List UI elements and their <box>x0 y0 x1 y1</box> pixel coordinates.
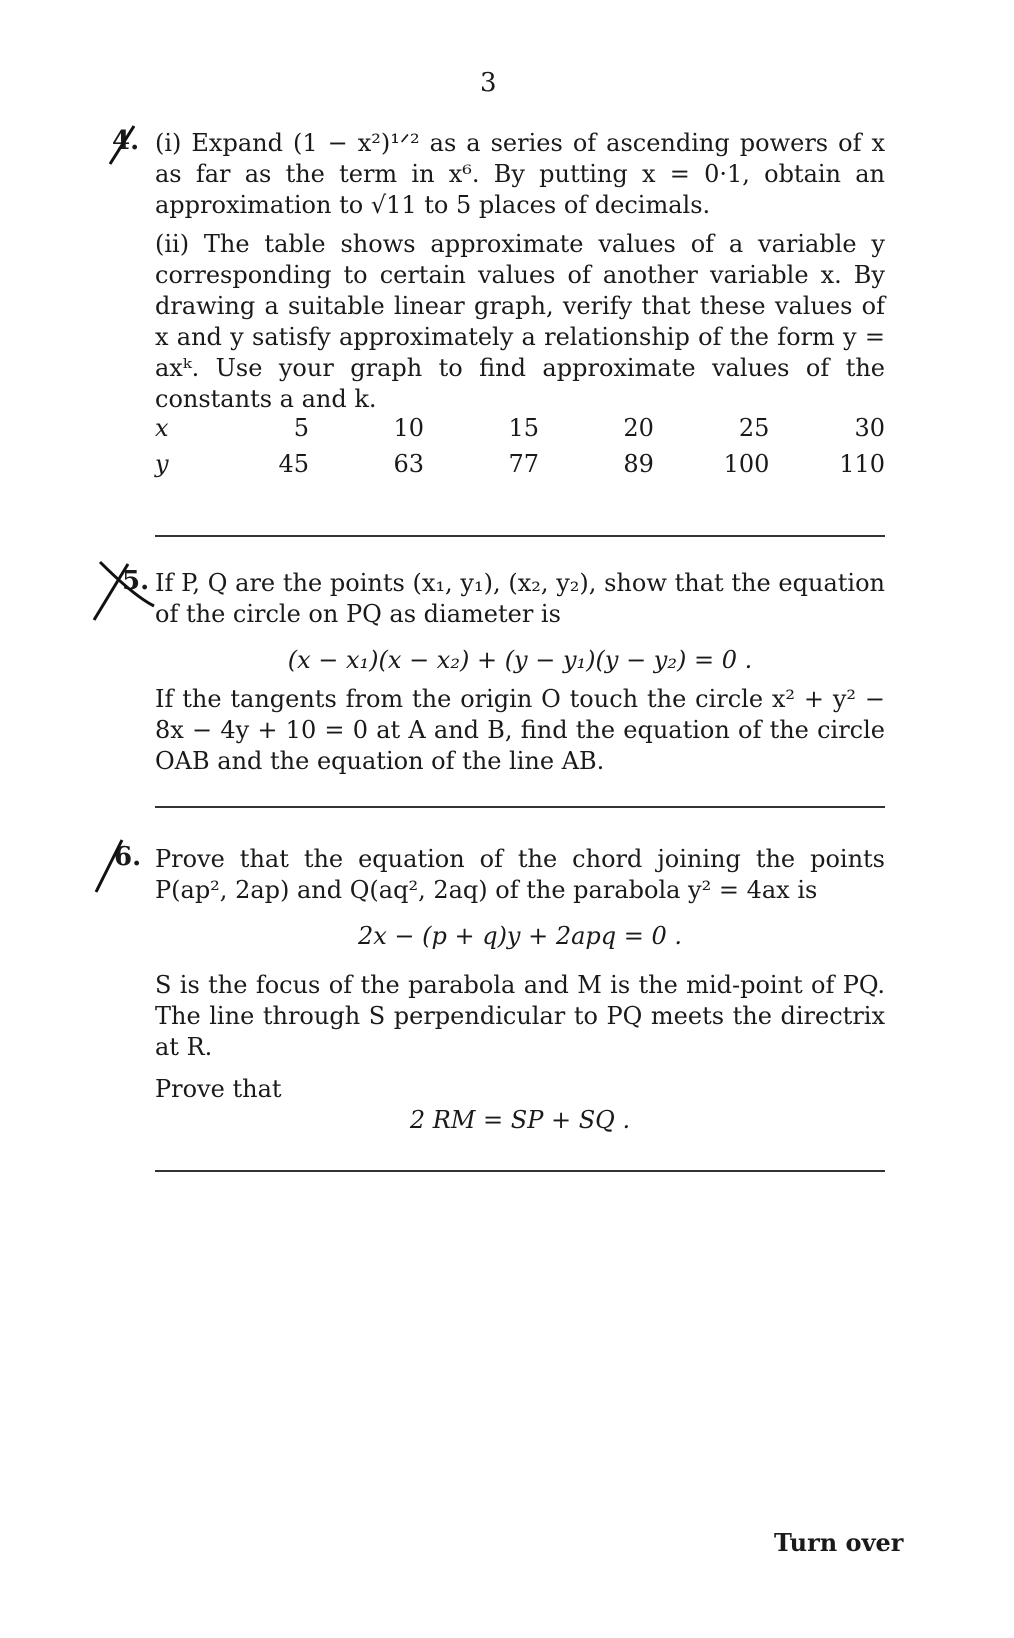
table-cell: 30 <box>854 414 885 442</box>
question-6-intro <box>155 844 885 914</box>
table-row-x <box>155 410 885 446</box>
table-cell: 110 <box>839 450 885 478</box>
question-5-cross-mark <box>88 558 158 624</box>
question-5-equation: (x − x₁)(x − x₂) + (y − y₁)(y − y₂) = 0 . <box>287 646 753 674</box>
question-6-number: 6. <box>114 842 142 872</box>
table-cell: 5 <box>293 414 310 442</box>
question-5-intro-text: If P, Q are the points (x₁, y₁), (x₂, y₂), show that the equation of the circle on PQ as diameter is <box>155 569 885 628</box>
question-4-text <box>155 128 885 423</box>
table-cell: 20 <box>623 414 654 442</box>
question-6-prove-that-text: Prove that <box>155 1075 282 1103</box>
table-cell: 15 <box>508 414 539 442</box>
question-5-body <box>155 684 885 785</box>
divider-rule <box>155 1170 885 1172</box>
table-cell: 77 <box>508 450 539 478</box>
question-4-part-i: (i) Expand (1 − x²)¹ᐟ² as a series of ascending powers of x as far as the term in x⁶. By putting x = 0·1, obtain an approximation to √11 to 5 places of decimals. <box>155 129 885 219</box>
turn-over-label: Turn over <box>774 1528 904 1557</box>
table-x-label: x <box>155 414 169 442</box>
table-cell: 45 <box>278 450 310 478</box>
table-cell: 89 <box>623 450 654 478</box>
question-6-equation: 2x − (p + q)y + 2apq = 0 . <box>357 922 683 950</box>
table-cell: 25 <box>738 414 770 442</box>
question-4-part-ii: (ii) The table shows approximate values of a variable y corresponding to certain values of another variable x. By drawing a suitable linear graph, verify that these values of x and y satisfy approximately a relationship of the form y = axᵏ. Use your graph to find approximate values of the constants a and k. <box>155 230 885 413</box>
question-4-number: 4. <box>112 126 140 156</box>
page-number: 3 <box>480 68 497 98</box>
table-row-y <box>155 446 885 482</box>
table-cell: 10 <box>393 414 425 442</box>
question-6-result: 2 RM = SP + SQ . <box>409 1106 631 1134</box>
xy-data-table <box>155 410 885 482</box>
question-4-tick-mark <box>104 122 144 168</box>
question-5-intro <box>155 568 885 638</box>
question-6-intro-text: Prove that the equation of the chord joining the points P(ap², 2ap) and Q(aq², 2aq) of the parabola y² = 4ax is <box>155 845 885 904</box>
table-cell: 63 <box>393 450 425 478</box>
table-cell: 100 <box>723 450 770 478</box>
divider-rule <box>155 535 885 537</box>
divider-rule <box>155 806 885 808</box>
question-5-body-text: If the tangents from the origin O touch the circle x² + y² − 8x − 4y + 10 = 0 at A and B, find the equation of the circle OAB and the equation of the line AB. <box>155 685 885 775</box>
question-6-body-text: S is the focus of the parabola and M is the mid-point of PQ. The line through S perpendicular to PQ meets the directrix at R. <box>155 971 885 1061</box>
question-6-tick-mark <box>92 836 132 896</box>
question-5-number: 5. <box>122 566 150 596</box>
table-y-label: y <box>155 450 169 478</box>
question-6-body <box>155 970 885 1071</box>
